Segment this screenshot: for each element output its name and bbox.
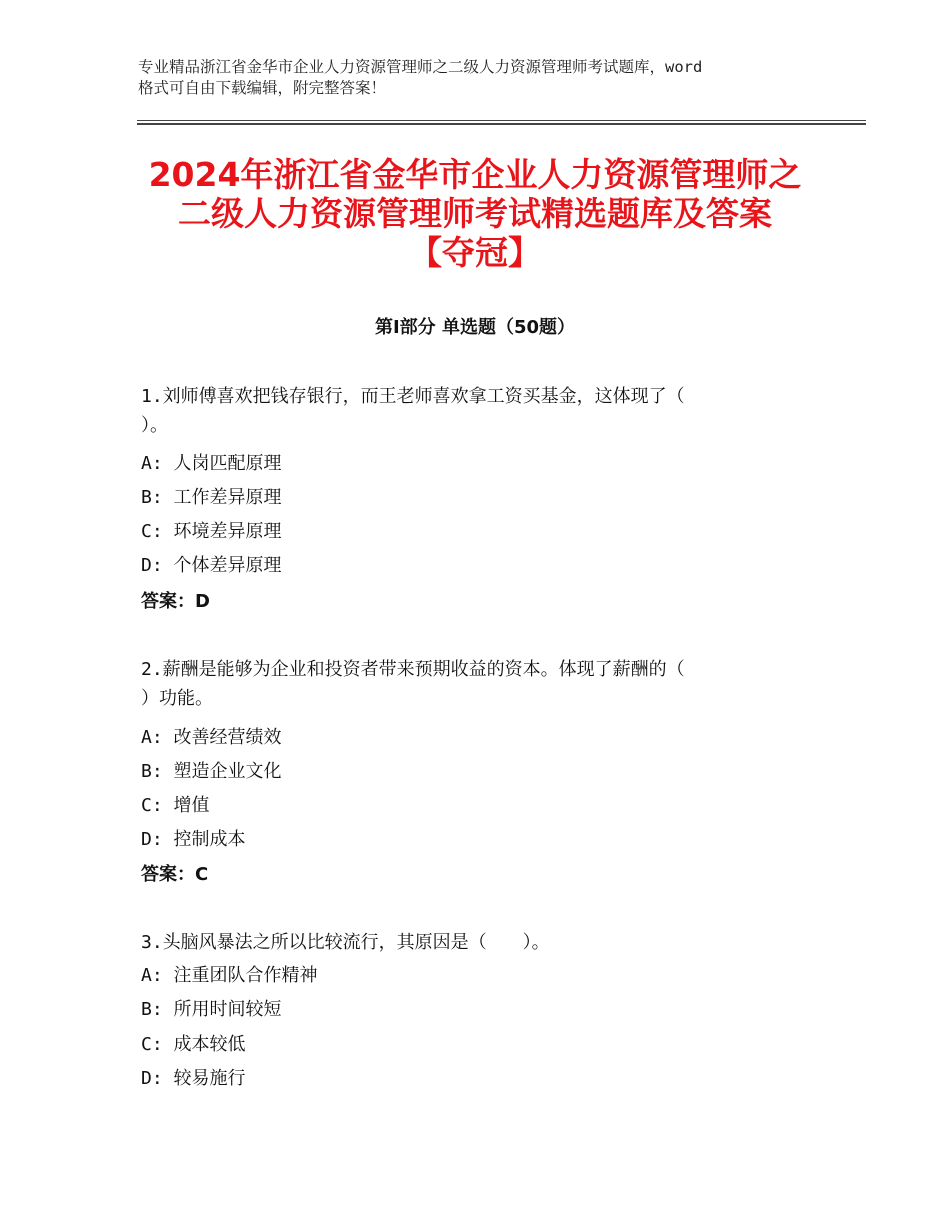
question-2-option-c: C: 增值 xyxy=(141,795,210,816)
question-1-line-2: ）。 xyxy=(141,415,168,436)
title-line-3: 【夺冠】 xyxy=(409,233,541,272)
question-2-option-a: A: 改善经营绩效 xyxy=(141,727,282,748)
question-1-option-a: A: 人岗匹配原理 xyxy=(141,453,282,474)
question-1-option-d: D: 个体差异原理 xyxy=(141,555,282,576)
question-2-text xyxy=(141,655,791,713)
question-3-option-c: C: 成本较低 xyxy=(141,1034,246,1055)
question-2-answer: 答案：C xyxy=(141,864,209,885)
title-line-1: 2024年浙江省金华市企业人力资源管理师之 xyxy=(148,155,802,194)
header-divider-thin xyxy=(137,120,866,121)
question-1-text xyxy=(141,382,791,440)
header-note-line-2: 格式可自由下载编辑，附完整答案！ xyxy=(138,79,387,97)
question-1-option-c: C: 环境差异原理 xyxy=(141,521,282,542)
question-1-option-b: B: 工作差异原理 xyxy=(141,487,282,508)
question-1-line-1: 1.刘师傅喜欢把钱存银行，而王老师喜欢拿工资买基金，这体现了（ xyxy=(141,386,685,407)
question-2-line-1: 2.薪酬是能够为企业和投资者带来预期收益的资本。体现了薪酬的（ xyxy=(141,659,685,680)
question-1-answer: 答案：D xyxy=(141,591,210,612)
section-title: 第Ⅰ部分 单选题（50题） xyxy=(374,317,575,338)
question-3-option-a: A: 注重团队合作精神 xyxy=(141,965,318,986)
question-2-line-2: ）功能。 xyxy=(141,688,213,709)
header-divider-thick xyxy=(137,123,866,125)
question-3-option-b: B: 所用时间较短 xyxy=(141,999,282,1020)
header-note-line-1: 专业精品浙江省金华市企业人力资源管理师之二级人力资源管理师考试题库，word xyxy=(138,58,703,76)
question-3-option-d: D: 较易施行 xyxy=(141,1068,246,1089)
document-title xyxy=(120,155,830,272)
header-note xyxy=(138,57,838,99)
question-2-option-d: D: 控制成本 xyxy=(141,829,246,850)
question-3-line-1: 3.头脑风暴法之所以比较流行，其原因是（ ）。 xyxy=(141,932,550,953)
title-line-2: 二级人力资源管理师考试精选题库及答案 xyxy=(178,194,772,233)
question-3-text xyxy=(141,928,791,957)
question-2-option-b: B: 塑造企业文化 xyxy=(141,761,282,782)
